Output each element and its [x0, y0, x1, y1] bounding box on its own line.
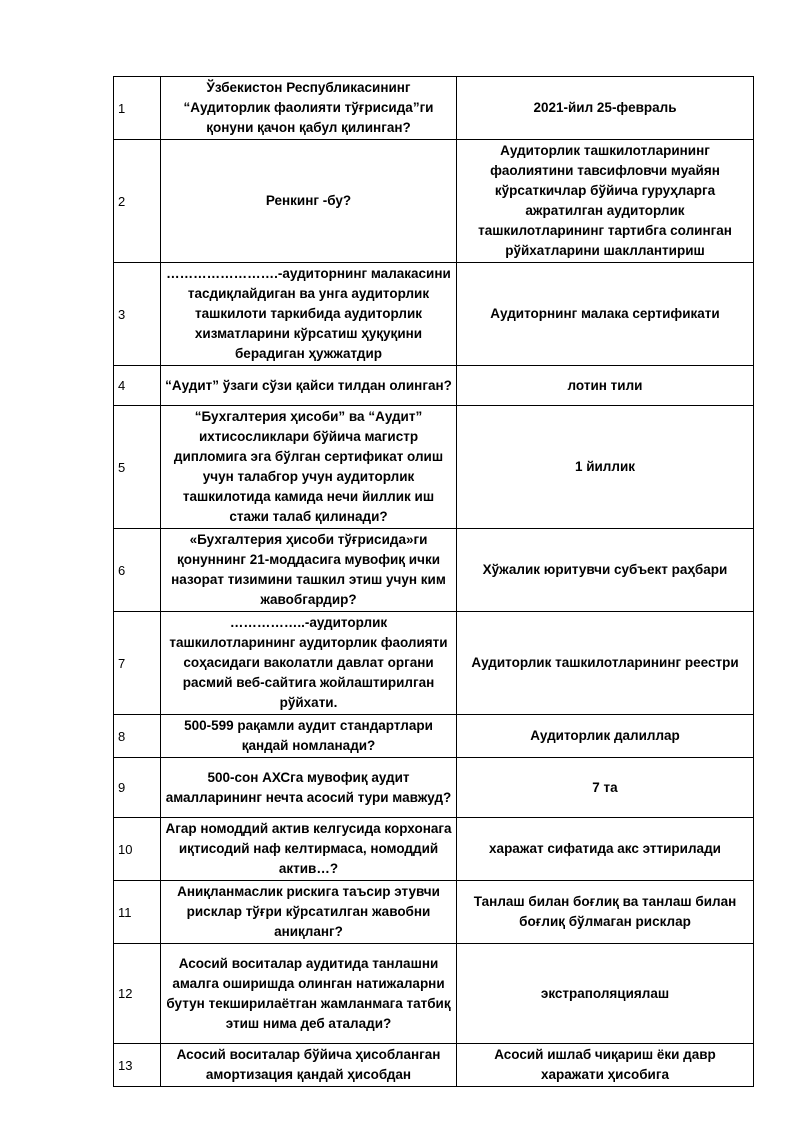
table-row	[114, 612, 754, 715]
answer-cell: харажат сифатида акс эттирилади	[457, 818, 754, 881]
question-answer-table	[113, 76, 754, 1087]
question-cell: Ўзбекистон Республикасининг “Аудиторлик фаолияти тўғрисида”ги қонуни қачон қабул қилинган?	[161, 77, 457, 140]
answer-cell: 7 та	[457, 758, 754, 818]
row-number: 1	[114, 77, 161, 140]
answer-cell: Аудиторнинг малака сертификати	[457, 263, 754, 366]
table-row	[114, 406, 754, 529]
table-row	[114, 944, 754, 1044]
table-row	[114, 758, 754, 818]
answer-cell: Аудиторлик ташкилотларининг реестри	[457, 612, 754, 715]
row-number: 3	[114, 263, 161, 366]
question-cell: 500-сон АХСга мувофиқ аудит амалларининг нечта асосий тури мавжуд?	[161, 758, 457, 818]
answer-cell: Танлаш билан боғлиқ ва танлаш билан боғлиқ бўлмаган рисклар	[457, 881, 754, 944]
table-row	[114, 715, 754, 758]
row-number: 9	[114, 758, 161, 818]
answer-cell: лотин тили	[457, 366, 754, 406]
table-row	[114, 881, 754, 944]
question-cell: Асосий воситалар аудитида танлашни амалга оширишда олинган натижаларни бутун текширилаётган жамланмага татбиқ этиш нима деб аталади?	[161, 944, 457, 1044]
question-cell: Ренкинг -бу?	[161, 140, 457, 263]
question-cell: ……………..-аудиторлик ташкилотларининг аудиторлик фаолияти соҳасидаги ваколатли давлат органи расмий веб-сайтига жойлаштирилган рўйхати.	[161, 612, 457, 715]
table-row	[114, 77, 754, 140]
row-number: 13	[114, 1044, 161, 1087]
table-row	[114, 529, 754, 612]
answer-cell: Аудиторлик далиллар	[457, 715, 754, 758]
answer-cell: 2021-йил 25-февраль	[457, 77, 754, 140]
row-number: 11	[114, 881, 161, 944]
table-row	[114, 1044, 754, 1087]
row-number: 8	[114, 715, 161, 758]
question-cell: “Аудит” ўзаги сўзи қайси тилдан олинган?	[161, 366, 457, 406]
answer-cell: Асосий ишлаб чиқариш ёки давр харажати ҳисобига	[457, 1044, 754, 1087]
answer-cell: 1 йиллик	[457, 406, 754, 529]
row-number: 2	[114, 140, 161, 263]
answer-cell: Аудиторлик ташкилотларининг фаолиятини тавсифловчи муайян кўрсаткичлар бўйича гуруҳларга ажратилган аудиторлик ташкилотларининг тартибга солинган рўйхатларини шакллантириш	[457, 140, 754, 263]
answer-cell: экстраполяциялаш	[457, 944, 754, 1044]
question-cell: Агар номоддий актив келгусида корхонага иқтисодий наф келтирмаса, номоддий актив…?	[161, 818, 457, 881]
table-row	[114, 366, 754, 406]
row-number: 7	[114, 612, 161, 715]
row-number: 5	[114, 406, 161, 529]
question-cell: “Бухгалтерия ҳисоби” ва “Аудит” ихтисосликлари бўйича магистр дипломига эга бўлган сертификат олиш учун талабгор учун аудиторлик ташкилотида камида нечи йиллик иш стажи талаб қилинади?	[161, 406, 457, 529]
table-row	[114, 263, 754, 366]
row-number: 10	[114, 818, 161, 881]
table-row	[114, 818, 754, 881]
row-number: 12	[114, 944, 161, 1044]
question-cell: Асосий воситалар бўйича ҳисобланган амортизация қандай ҳисобдан	[161, 1044, 457, 1087]
row-number: 6	[114, 529, 161, 612]
question-cell: «Бухгалтерия ҳисоби тўғрисида»ги қонуннинг 21-моддасига мувофиқ ички назорат тизимини ташкил этиш учун ким жавобгардир?	[161, 529, 457, 612]
answer-cell: Хўжалик юритувчи субъект раҳбари	[457, 529, 754, 612]
question-cell: …………………….-аудиторнинг малакасини тасдиқлайдиган ва унга аудиторлик ташкилоти таркибида аудиторлик хизматларини кўрсатиш ҳуқуқини берадиган ҳужжатдир	[161, 263, 457, 366]
table-row	[114, 140, 754, 263]
question-cell: 500-599 рақамли аудит стандартлари қандай номланади?	[161, 715, 457, 758]
question-cell: Аниқланмаслик рискига таъсир этувчи рисклар тўғри кўрсатилган жавобни аниқланг?	[161, 881, 457, 944]
row-number: 4	[114, 366, 161, 406]
